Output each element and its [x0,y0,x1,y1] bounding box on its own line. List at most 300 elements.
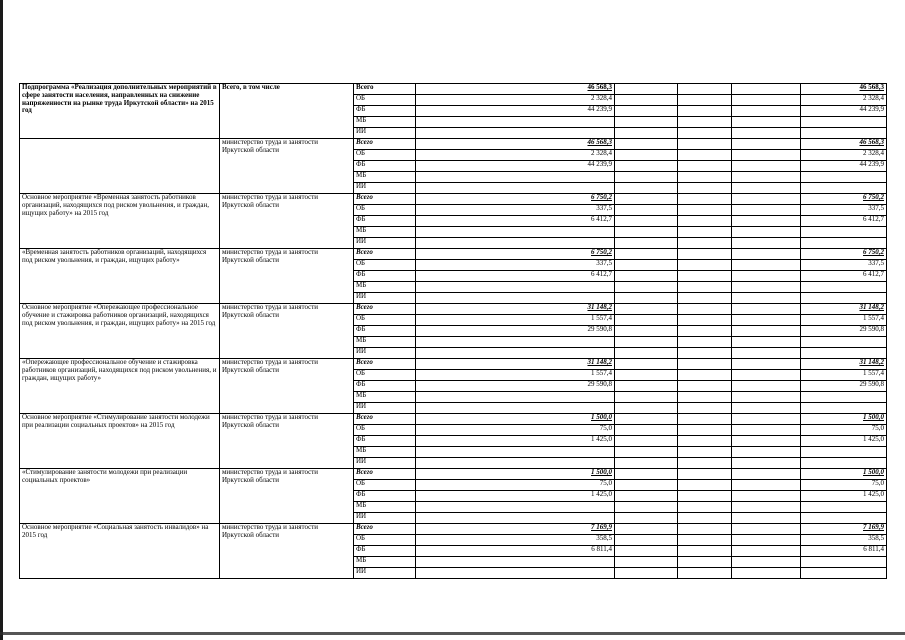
empty-cell [615,117,678,128]
funding-source-label: ФБ [354,546,416,557]
empty-cell [732,403,801,414]
empty-cell [615,227,678,238]
empty-cell [732,513,801,524]
empty-cell [732,172,801,183]
empty-cell [615,381,678,392]
activity-description: Основное мероприятие «Опережающее профессиональное обучение и стажировка работников организаций, находящихся под риском увольнения, и граждан, ищущих работу» на 2015 год [20,304,220,359]
empty-cell [732,568,801,579]
amount-value: 2 328,4 [416,150,615,161]
funding-source-label: ФБ [354,326,416,337]
empty-cell [615,260,678,271]
empty-cell [678,205,732,216]
funding-source-label: ОБ [354,150,416,161]
empty-cell [678,370,732,381]
amount-value: 29 590,8 [416,326,615,337]
funding-source-label: Всего [354,139,416,150]
funding-source-label: ИИ [354,293,416,304]
empty-cell [732,359,801,370]
empty-cell [615,370,678,381]
funding-source-label: МБ [354,502,416,513]
empty-cell [615,194,678,205]
responsible-executor: министерство труда и занятости Иркутской области [220,469,354,524]
empty-cell [678,304,732,315]
funding-source-label: Всего [354,304,416,315]
empty-cell [615,161,678,172]
funding-source-label: Всего [354,524,416,535]
amount-value: 6 412,7 [416,216,615,227]
amount-value-total: 6 750,2 [801,194,887,205]
amount-value [416,282,615,293]
amount-value-total: 7 169,9 [801,524,887,535]
empty-cell [615,568,678,579]
empty-cell [678,392,732,403]
scan-edge-shadow [0,0,3,640]
table-row [20,249,887,260]
funding-source-label: ФБ [354,271,416,282]
amount-value [416,458,615,469]
empty-cell [732,524,801,535]
amount-value-total: 1 425,0 [801,436,887,447]
empty-cell [615,535,678,546]
empty-cell [732,447,801,458]
amount-value-total [801,392,887,403]
amount-value [416,447,615,458]
empty-cell [678,139,732,150]
empty-cell [615,337,678,348]
amount-value-total: 31 148,2 [801,304,887,315]
empty-cell [732,370,801,381]
table-row [20,84,887,95]
empty-cell [615,436,678,447]
empty-cell [678,524,732,535]
responsible-executor: Всего, в том числе [220,84,354,139]
funding-source-label: ИИ [354,238,416,249]
amount-value: 1 500,0 [416,469,615,480]
funding-source-label: МБ [354,117,416,128]
empty-cell [678,337,732,348]
empty-cell [678,458,732,469]
empty-cell [615,469,678,480]
amount-value: 6 750,2 [416,249,615,260]
amount-value-total: 2 328,4 [801,95,887,106]
funding-source-label: МБ [354,557,416,568]
amount-value: 6 412,7 [416,271,615,282]
amount-value-total [801,502,887,513]
funding-source-label: Всего [354,469,416,480]
empty-cell [615,271,678,282]
empty-cell [615,326,678,337]
responsible-executor: министерство труда и занятости Иркутской области [220,304,354,359]
empty-cell [732,117,801,128]
amount-value-total: 337,5 [801,205,887,216]
empty-cell [615,172,678,183]
amount-value-total: 1 500,0 [801,414,887,425]
amount-value [416,172,615,183]
amount-value-total: 1 557,4 [801,370,887,381]
amount-value-total: 6 412,7 [801,216,887,227]
empty-cell [732,315,801,326]
empty-cell [678,414,732,425]
amount-value-total [801,282,887,293]
funding-source-label: ИИ [354,183,416,194]
amount-value-total: 1 500,0 [801,469,887,480]
empty-cell [615,282,678,293]
responsible-executor: министерство труда и занятости Иркутской области [220,414,354,469]
funding-source-label: МБ [354,337,416,348]
empty-cell [732,249,801,260]
empty-cell [732,502,801,513]
amount-value-total [801,238,887,249]
amount-value-total [801,172,887,183]
empty-cell [732,216,801,227]
empty-cell [678,117,732,128]
empty-cell [678,502,732,513]
empty-cell [678,359,732,370]
activity-description: «Опережающее профессиональное обучение и стажировка работников организаций, находящихся под риском увольнения, и граждан, ищущих работу» [20,359,220,414]
empty-cell [732,436,801,447]
empty-cell [678,381,732,392]
empty-cell [615,315,678,326]
empty-cell [732,293,801,304]
amount-value-total: 337,5 [801,260,887,271]
table-row [20,194,887,205]
empty-cell [678,238,732,249]
empty-cell [732,150,801,161]
amount-value-total: 29 590,8 [801,326,887,337]
funding-source-label: ФБ [354,381,416,392]
amount-value: 1 500,0 [416,414,615,425]
amount-value-total [801,183,887,194]
table-row [20,524,887,535]
empty-cell [678,150,732,161]
empty-cell [615,359,678,370]
empty-cell [615,546,678,557]
empty-cell [732,84,801,95]
funding-source-label: МБ [354,282,416,293]
empty-cell [732,260,801,271]
amount-value-total [801,348,887,359]
empty-cell [678,128,732,139]
amount-value-total: 6 811,4 [801,546,887,557]
empty-cell [732,480,801,491]
amount-value-total: 29 590,8 [801,381,887,392]
amount-value: 6 811,4 [416,546,615,557]
empty-cell [615,84,678,95]
empty-cell [615,293,678,304]
amount-value-total: 358,5 [801,535,887,546]
empty-cell [678,183,732,194]
empty-cell [732,271,801,282]
empty-cell [678,315,732,326]
empty-cell [678,447,732,458]
responsible-executor: министерство труда и занятости Иркутской области [220,139,354,194]
amount-value-total [801,403,887,414]
amount-value-total: 6 750,2 [801,249,887,260]
empty-cell [615,392,678,403]
empty-cell [678,216,732,227]
activity-description: «Временная занятость работников организаций, находящихся под риском увольнения, и граждан, ищущих работу» [20,249,220,304]
empty-cell [732,139,801,150]
funding-source-label: ИИ [354,403,416,414]
table-row [20,304,887,315]
activity-description [20,139,220,194]
budget-table [19,83,887,579]
empty-cell [678,227,732,238]
amount-value-total: 2 328,4 [801,150,887,161]
amount-value-total [801,447,887,458]
amount-value: 6 750,2 [416,194,615,205]
amount-value-total: 75,0 [801,425,887,436]
funding-source-label: ОБ [354,535,416,546]
empty-cell [732,227,801,238]
amount-value [416,183,615,194]
empty-cell [678,535,732,546]
empty-cell [678,513,732,524]
funding-source-label: ОБ [354,205,416,216]
amount-value: 337,5 [416,205,615,216]
amount-value [416,403,615,414]
empty-cell [678,249,732,260]
empty-cell [678,546,732,557]
funding-source-label: МБ [354,392,416,403]
amount-value: 75,0 [416,480,615,491]
funding-source-label: ОБ [354,425,416,436]
funding-source-label: ОБ [354,480,416,491]
amount-value: 44 239,9 [416,161,615,172]
empty-cell [732,458,801,469]
empty-cell [678,469,732,480]
empty-cell [678,172,732,183]
empty-cell [615,414,678,425]
empty-cell [678,491,732,502]
empty-cell [615,128,678,139]
empty-cell [678,557,732,568]
empty-cell [732,304,801,315]
activity-description: «Стимулирование занятости молодежи при реализации социальных проектов» [20,469,220,524]
empty-cell [615,238,678,249]
amount-value: 46 568,3 [416,84,615,95]
empty-cell [678,194,732,205]
amount-value [416,392,615,403]
empty-cell [732,238,801,249]
amount-value: 29 590,8 [416,381,615,392]
empty-cell [732,194,801,205]
empty-cell [615,183,678,194]
amount-value-total [801,458,887,469]
amount-value: 337,5 [416,260,615,271]
funding-source-label: Всего [354,359,416,370]
empty-cell [615,95,678,106]
empty-cell [615,216,678,227]
funding-source-label: ФБ [354,491,416,502]
responsible-executor: министерство труда и занятости Иркутской области [220,194,354,249]
amount-value-total [801,337,887,348]
table-row [20,359,887,370]
empty-cell [615,403,678,414]
amount-value: 1 425,0 [416,491,615,502]
amount-value [416,238,615,249]
amount-value: 358,5 [416,535,615,546]
empty-cell [678,293,732,304]
amount-value-total: 46 568,3 [801,84,887,95]
funding-source-label: ФБ [354,106,416,117]
scan-bottom-edge [0,632,905,635]
empty-cell [615,106,678,117]
empty-cell [615,249,678,260]
empty-cell [678,260,732,271]
empty-cell [615,502,678,513]
funding-source-label: ИИ [354,513,416,524]
responsible-executor: министерство труда и занятости Иркутской области [220,249,354,304]
empty-cell [678,480,732,491]
amount-value: 44 239,9 [416,106,615,117]
amount-value-total [801,513,887,524]
funding-source-label: ОБ [354,370,416,381]
empty-cell [678,568,732,579]
funding-source-label: ОБ [354,315,416,326]
funding-source-label: ОБ [354,260,416,271]
amount-value: 7 169,9 [416,524,615,535]
funding-source-label: ИИ [354,128,416,139]
empty-cell [678,348,732,359]
amount-value: 75,0 [416,425,615,436]
amount-value: 2 328,4 [416,95,615,106]
empty-cell [615,205,678,216]
amount-value-total [801,128,887,139]
empty-cell [615,480,678,491]
empty-cell [732,106,801,117]
empty-cell [678,161,732,172]
amount-value-total: 44 239,9 [801,161,887,172]
funding-source-label: Всего [354,414,416,425]
empty-cell [678,95,732,106]
empty-cell [615,304,678,315]
table-row [20,139,887,150]
empty-cell [615,425,678,436]
empty-cell [732,348,801,359]
empty-cell [732,469,801,480]
amount-value-total: 46 568,3 [801,139,887,150]
amount-value: 31 148,2 [416,304,615,315]
funding-source-label: ФБ [354,216,416,227]
amount-value: 46 568,3 [416,139,615,150]
empty-cell [615,513,678,524]
empty-cell [732,546,801,557]
funding-source-label: ИИ [354,458,416,469]
empty-cell [732,491,801,502]
empty-cell [615,139,678,150]
amount-value-total [801,227,887,238]
empty-cell [615,458,678,469]
amount-value-total [801,117,887,128]
funding-source-label: МБ [354,447,416,458]
amount-value [416,557,615,568]
empty-cell [678,106,732,117]
empty-cell [678,436,732,447]
amount-value-total: 1 425,0 [801,491,887,502]
empty-cell [615,150,678,161]
activity-description: Основное мероприятие «Социальная занятость инвалидов» на 2015 год [20,524,220,579]
empty-cell [732,337,801,348]
amount-value [416,227,615,238]
funding-source-label: ФБ [354,161,416,172]
amount-value [416,128,615,139]
amount-value: 1 557,4 [416,315,615,326]
funding-source-label: ИИ [354,348,416,359]
amount-value [416,513,615,524]
responsible-executor: министерство труда и занятости Иркутской области [220,524,354,579]
empty-cell [732,95,801,106]
empty-cell [615,491,678,502]
amount-value-total [801,293,887,304]
empty-cell [732,282,801,293]
empty-cell [678,403,732,414]
empty-cell [732,161,801,172]
amount-value: 31 148,2 [416,359,615,370]
empty-cell [678,425,732,436]
funding-source-label: ФБ [354,436,416,447]
amount-value [416,293,615,304]
empty-cell [678,326,732,337]
amount-value [416,337,615,348]
table-row [20,414,887,425]
amount-value [416,502,615,513]
activity-description: Основное мероприятие «Временная занятость работников организаций, находящихся под риском увольнения, и граждан, ищущих работу» на 2015 год [20,194,220,249]
empty-cell [732,205,801,216]
amount-value-total: 6 412,7 [801,271,887,282]
empty-cell [678,84,732,95]
funding-source-label: Всего [354,84,416,95]
empty-cell [732,183,801,194]
amount-value-total: 75,0 [801,480,887,491]
empty-cell [732,414,801,425]
empty-cell [732,535,801,546]
empty-cell [615,557,678,568]
empty-cell [615,447,678,458]
amount-value: 1 425,0 [416,436,615,447]
empty-cell [678,282,732,293]
funding-source-label: ОБ [354,95,416,106]
amount-value: 1 557,4 [416,370,615,381]
empty-cell [732,326,801,337]
activity-description: Подпрограмма «Реализация дополнительных мероприятий в сфере занятости населения, направленных на снижение напряженности на рынке труда Иркутской области» на 2015 год [20,84,220,139]
funding-source-label: Всего [354,194,416,205]
empty-cell [732,557,801,568]
activity-description: Основное мероприятие «Стимулирование занятости молодежи при реализации социальных проектов» на 2015 год [20,414,220,469]
funding-source-label: Всего [354,249,416,260]
empty-cell [615,524,678,535]
amount-value-total: 44 239,9 [801,106,887,117]
empty-cell [732,392,801,403]
funding-source-label: ИИ [354,568,416,579]
empty-cell [732,425,801,436]
empty-cell [678,271,732,282]
funding-source-label: МБ [354,172,416,183]
empty-cell [615,348,678,359]
funding-source-label: МБ [354,227,416,238]
amount-value-total: 1 557,4 [801,315,887,326]
amount-value [416,117,615,128]
table-row [20,469,887,480]
empty-cell [732,128,801,139]
responsible-executor: министерство труда и занятости Иркутской области [220,359,354,414]
amount-value-total [801,568,887,579]
amount-value [416,348,615,359]
amount-value-total: 31 148,2 [801,359,887,370]
amount-value [416,568,615,579]
amount-value-total [801,557,887,568]
empty-cell [732,381,801,392]
